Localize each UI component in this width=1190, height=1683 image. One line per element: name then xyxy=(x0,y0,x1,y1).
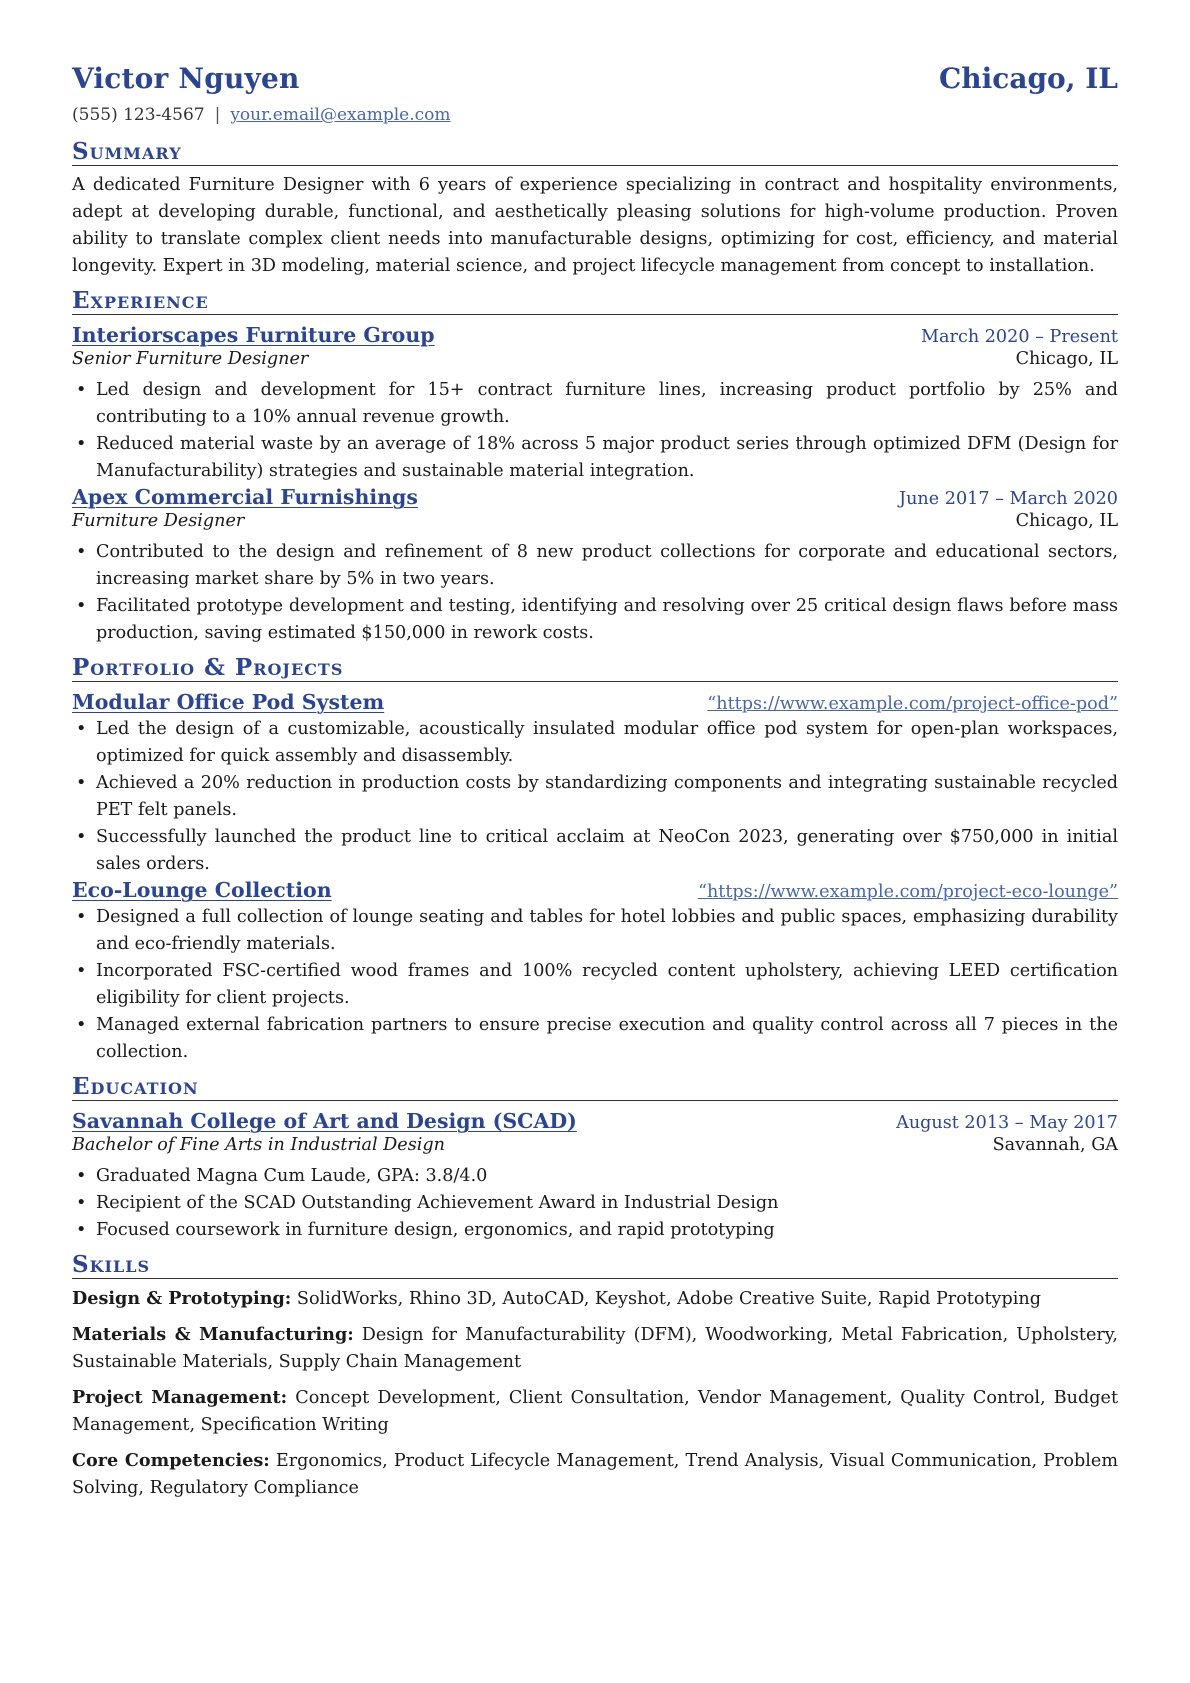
skill-group-text: Ergonomics, Product Lifecycle Management, Trend Analysis, Visual Communication, Problem Solving, Regulatory Compliance xyxy=(72,1451,1119,1498)
skill-group-text: SolidWorks, Rhino 3D, AutoCAD, Keyshot, Adobe Creative Suite, Rapid Prototyping xyxy=(296,1289,1041,1309)
degree-title: Bachelor of Fine Arts in Industrial Design xyxy=(72,1135,445,1155)
skill-group xyxy=(72,1384,1118,1439)
experience-section xyxy=(72,288,1118,647)
skill-group xyxy=(72,1447,1118,1502)
list-item: • Focused coursework in furniture design, ergonomics, and rapid prototyping xyxy=(96,1217,1118,1244)
contact-separator: | xyxy=(214,105,221,125)
list-item: • Led the design of a customizable, acoustically insulated modular office pod system for open-plan workspaces, optimized for quick assembly and disassembly. xyxy=(96,716,1118,770)
email-link[interactable]: your.email@example.com xyxy=(230,105,451,125)
skill-group-label: Core Competencies: xyxy=(72,1450,270,1471)
job-entry xyxy=(72,323,1118,485)
job-dates: March 2020 – Present xyxy=(921,327,1118,347)
contact-line xyxy=(72,105,1118,125)
candidate-name: Victor Nguyen xyxy=(72,62,300,95)
education-entry xyxy=(72,1109,1118,1244)
skill-group-text: Design for Manufacturability (DFM), Woodworking, Metal Fabrication, Upholstery, Sustainable Materials, Supply Chain Management xyxy=(72,1325,1118,1372)
section-title-skills: Skills xyxy=(72,1252,1118,1279)
section-title-education: Education xyxy=(72,1074,1118,1101)
skills-section xyxy=(72,1252,1118,1502)
project-entry xyxy=(72,878,1118,1066)
project-url-link[interactable]: “https://www.example.com/project-office-pod” xyxy=(707,694,1118,714)
section-title-projects: Portfolio & Projects xyxy=(72,655,1118,682)
company-link[interactable]: Interiorscapes Furniture Group xyxy=(72,323,435,347)
job-location: Chicago, IL xyxy=(1015,511,1118,531)
skills-list xyxy=(72,1285,1118,1502)
skill-group-label: Project Management: xyxy=(72,1387,288,1408)
phone-number: (555) 123-4567 xyxy=(72,105,205,125)
list-item: • Incorporated FSC-certified wood frames and 100% recycled content upholstery, achieving LEED certification eligibility for client projects. xyxy=(96,958,1118,1012)
job-title: Senior Furniture Designer xyxy=(72,349,309,369)
job-dates: June 2017 – March 2020 xyxy=(899,489,1118,509)
school-location: Savannah, GA xyxy=(992,1135,1118,1155)
projects-section xyxy=(72,655,1118,1066)
project-bullets xyxy=(72,904,1118,1066)
list-item: • Contributed to the design and refinement of 8 new product collections for corporate and educational sectors, increasing market share by 5% in two years. xyxy=(96,539,1118,593)
company-link[interactable]: Apex Commercial Furnishings xyxy=(72,485,418,509)
section-title-summary: Summary xyxy=(72,139,1118,166)
skill-group-text: Concept Development, Client Consultation, Vendor Management, Quality Control, Budget Management, Specification Writing xyxy=(72,1388,1119,1435)
job-bullets xyxy=(72,377,1118,485)
list-item: • Facilitated prototype development and testing, identifying and resolving over 25 critical design flaws before mass production, saving estimated $150,000 in rework costs. xyxy=(96,593,1118,647)
list-item: • Designed a full collection of lounge seating and tables for hotel lobbies and public spaces, emphasizing durability and eco-friendly materials. xyxy=(96,904,1118,958)
project-url-link[interactable]: “https://www.example.com/project-eco-lounge” xyxy=(697,882,1118,902)
job-location: Chicago, IL xyxy=(1015,349,1118,369)
education-bullets xyxy=(72,1163,1118,1244)
project-name-link[interactable]: Modular Office Pod System xyxy=(72,690,385,714)
job-entry xyxy=(72,485,1118,647)
skill-group xyxy=(72,1321,1118,1376)
job-bullets xyxy=(72,539,1118,647)
project-bullets xyxy=(72,716,1118,878)
skill-group-label: Design & Prototyping: xyxy=(72,1288,292,1309)
list-item: • Recipient of the SCAD Outstanding Achievement Award in Industrial Design xyxy=(96,1190,1118,1217)
job-title: Furniture Designer xyxy=(72,511,245,531)
skill-group-label: Materials & Manufacturing: xyxy=(72,1324,354,1345)
education-section xyxy=(72,1074,1118,1244)
skill-group xyxy=(72,1285,1118,1313)
education-dates: August 2013 – May 2017 xyxy=(896,1113,1118,1133)
list-item: • Reduced material waste by an average of 18% across 5 major product series through optimized DFM (Design for Manufacturability) strategies and sustainable material integration. xyxy=(96,431,1118,485)
list-item: • Successfully launched the product line to critical acclaim at NeoCon 2023, generating over $750,000 in initial sales orders. xyxy=(96,824,1118,878)
list-item: • Achieved a 20% reduction in production costs by standardizing components and integrating sustainable recycled PET felt panels. xyxy=(96,770,1118,824)
section-title-experience: Experience xyxy=(72,288,1118,315)
summary-section xyxy=(72,139,1118,280)
list-item: • Led design and development for 15+ contract furniture lines, increasing product portfolio by 25% and contributing to a 10% annual revenue growth. xyxy=(96,377,1118,431)
resume-header xyxy=(72,62,1118,95)
candidate-location: Chicago, IL xyxy=(938,62,1118,95)
school-link[interactable]: Savannah College of Art and Design (SCAD) xyxy=(72,1109,577,1133)
list-item: • Managed external fabrication partners to ensure precise execution and quality control across all 7 pieces in the collection. xyxy=(96,1012,1118,1066)
summary-text: A dedicated Furniture Designer with 6 years of experience specializing in contract and hospitality environments, adept at developing durable, functional, and aesthetically pleasing solutions for high-volume production. Proven ability to translate complex client needs into manufacturable designs, optimizing for cost, efficiency, and material longevity. Expert in 3D modeling, material science, and project lifecycle management from concept to installation. xyxy=(72,175,1118,276)
project-name-link[interactable]: Eco-Lounge Collection xyxy=(72,878,332,902)
project-entry xyxy=(72,690,1118,878)
list-item: • Graduated Magna Cum Laude, GPA: 3.8/4.0 xyxy=(96,1163,1118,1190)
